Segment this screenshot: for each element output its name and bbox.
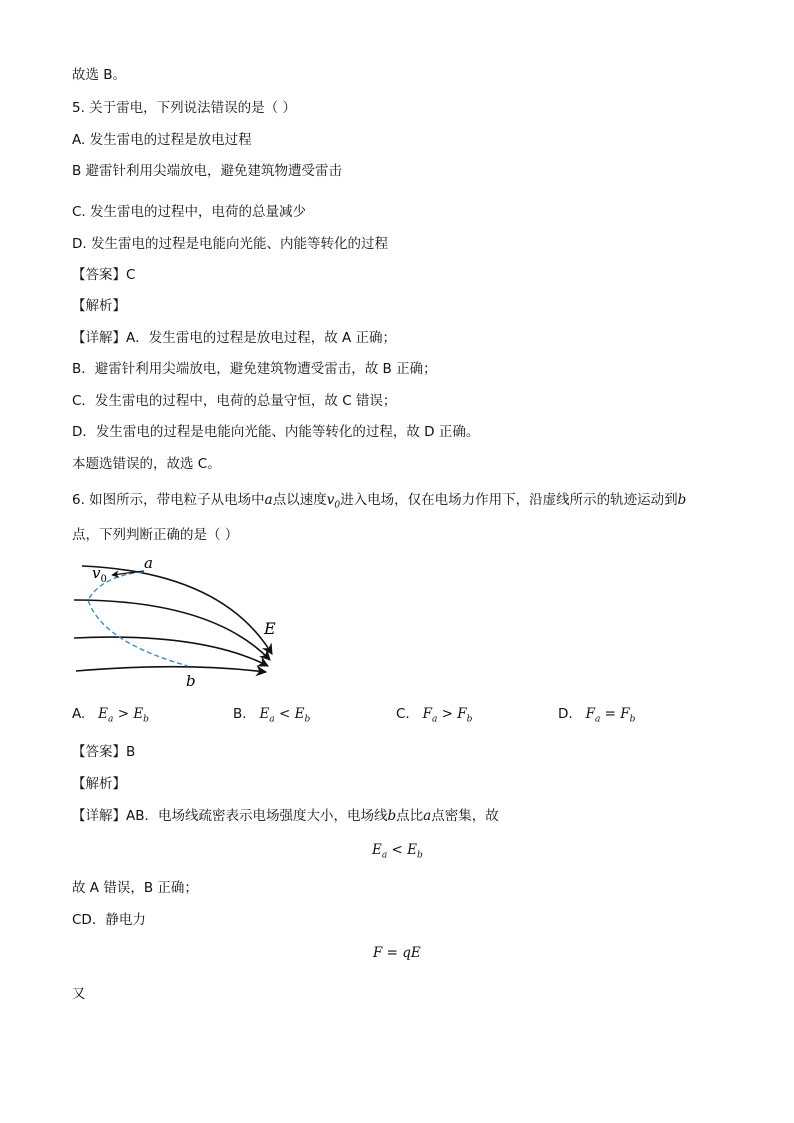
figure-label-a: a — [144, 554, 153, 572]
q6-option-b: B. $E_a < E_b$ — [233, 706, 311, 725]
q6-stem-text-1: 6. 如图所示，带电粒子从电场中 — [72, 492, 265, 508]
q6-stem-line1 — [72, 491, 686, 515]
q6-detail-also: 又 — [72, 986, 86, 1002]
electric-field-figure — [62, 552, 292, 692]
q5-option-d: D. 发生雷电的过程是电能向光能、内能等转化的过程 — [72, 236, 388, 252]
q6-detail-ab: 【详解】AB．电场线疏密表示电场强度大小，电场线b点比a点密集，故 — [72, 808, 499, 824]
field-line-2 — [74, 600, 270, 660]
prev-conclusion: 故选 B。 — [72, 67, 127, 83]
q5-analysis-heading: 【解析】 — [72, 298, 126, 314]
q6-stem-var-v0: $v_0$ — [326, 492, 341, 511]
equation-ea-lt-eb: $E_a < E_b$ — [372, 842, 423, 861]
q6-stem-text-2: 点以速度 — [272, 492, 327, 508]
q5-detail-b: B．避雷针利用尖端放电，避免建筑物遭受雷击，故 B 正确； — [72, 361, 437, 377]
q5-conclusion: 本题选错误的，故选 C。 — [72, 456, 221, 472]
q6-stem-var-b: b — [677, 492, 687, 508]
q6-answer: 【答案】B — [72, 744, 136, 760]
q5-option-a: A. 发生雷电的过程是放电过程 — [72, 132, 252, 148]
q5-option-b: B 避雷针利用尖端放电，避免建筑物遭受雷击 — [72, 163, 343, 179]
q5-detail-c: C．发生雷电的过程中，电荷的总量守恒，故 C 错误； — [72, 393, 397, 409]
q6-analysis-heading: 【解析】 — [72, 776, 126, 792]
q5-detail-a: 【详解】A．发生雷电的过程是放电过程，故 A 正确； — [72, 330, 397, 346]
q6-detail-var-a: a — [423, 808, 432, 824]
q5-detail-d: D．发生雷电的过程是电能向光能、内能等转化的过程，故 D 正确。 — [72, 424, 480, 440]
q6-stem-line2: 点，下列判断正确的是（ ） — [72, 527, 239, 543]
field-line-3 — [74, 637, 268, 666]
equation-f-eq-qe: F = qE — [373, 945, 421, 961]
figure-label-E: E — [264, 619, 276, 638]
q6-option-d: D. $F_a = F_b$ — [558, 706, 636, 725]
particle-trajectory — [88, 572, 188, 666]
q6-stem-text-3: 进入电场，仅在电场力作用下，沿虚线所示的轨迹运动到 — [340, 492, 678, 508]
q6-option-a: A. $E_a > E_b$ — [72, 706, 149, 725]
q5-stem: 5. 关于雷电，下列说法错误的是（ ） — [72, 100, 296, 116]
q6-detail-cd: CD．静电力 — [72, 912, 146, 928]
q6-option-c: C. $F_a > F_b$ — [396, 706, 473, 725]
q6-detail-var-b: b — [387, 808, 397, 824]
field-line-4 — [76, 667, 266, 672]
q6-stem-var-a: a — [264, 492, 273, 508]
q5-answer: 【答案】C — [72, 267, 136, 283]
q6-detail-ab-conclusion: 故 A 错误，B 正确； — [72, 880, 198, 896]
figure-label-b: b — [186, 672, 196, 690]
figure-label-v0: $v_0$ — [92, 564, 107, 585]
q5-option-c: C. 发生雷电的过程中，电荷的总量减少 — [72, 204, 307, 220]
